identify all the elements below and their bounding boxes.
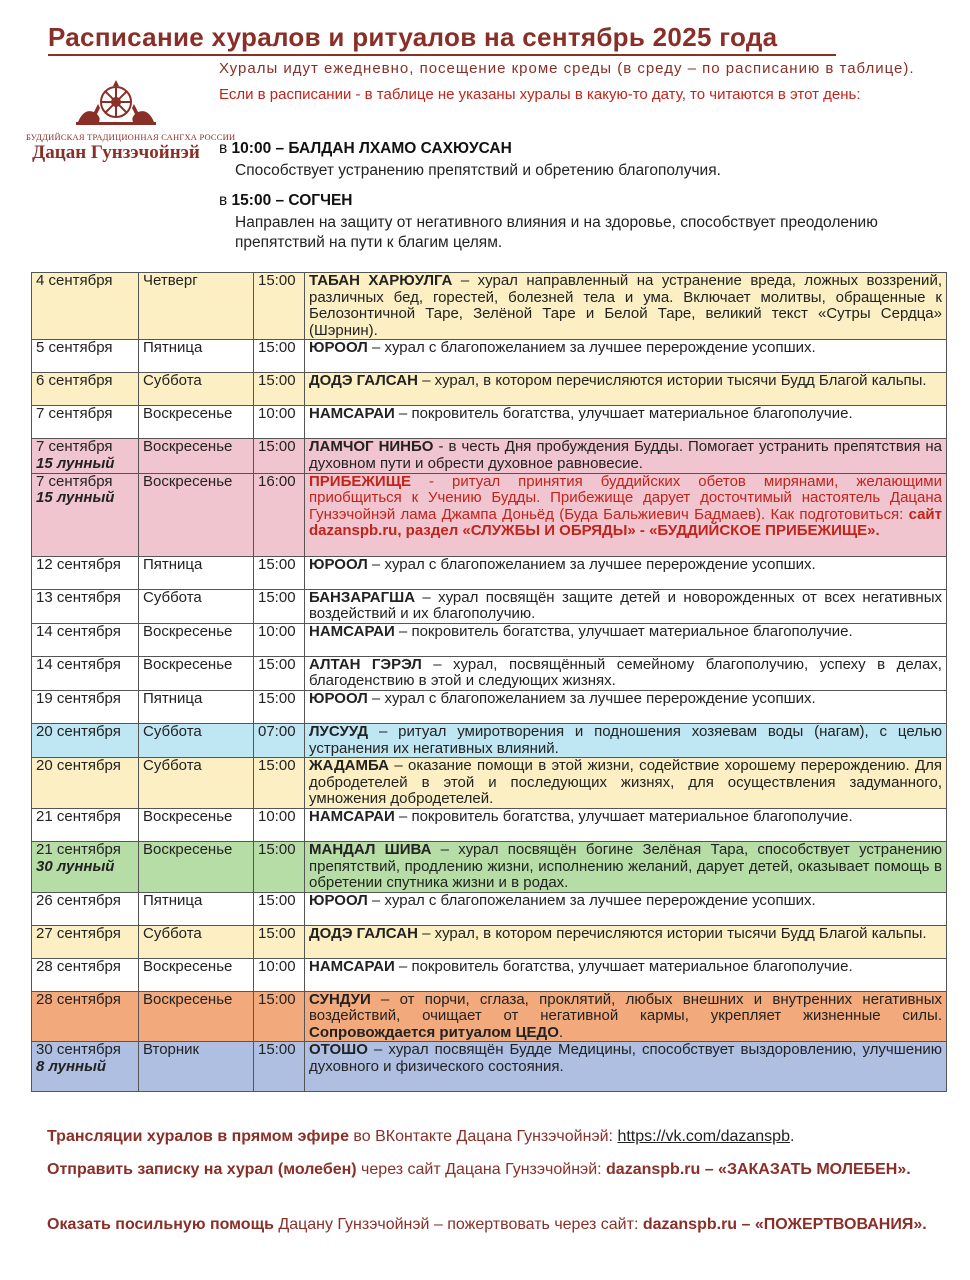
table-row bbox=[32, 623, 947, 656]
cell-weekday: Суббота bbox=[139, 758, 254, 809]
date-text: 21 сентября bbox=[36, 841, 121, 858]
date-text: 27 сентября bbox=[36, 925, 121, 942]
ritual-text: - в честь Дня пробуждения Будды. Помогает устранить препятствия на духовном пути и обрести духовное равновесие. bbox=[309, 438, 942, 472]
table-row bbox=[32, 758, 947, 809]
date-text: 6 сентября bbox=[36, 372, 113, 390]
footer-help-lead: Оказать посильную помощь bbox=[47, 1216, 274, 1233]
ritual-extra: Сопровождается ритуалом ЦЕДО bbox=[309, 1023, 559, 1041]
ritual-name: НАМСАРАИ bbox=[309, 808, 395, 825]
ritual-name: НАМСАРАИ bbox=[309, 405, 395, 423]
cell-weekday: Пятница bbox=[139, 556, 254, 589]
table-row bbox=[32, 439, 947, 473]
table-row bbox=[32, 925, 947, 958]
ritual-text: – хурал с благопожеланием за лучшее перерождение усопших. bbox=[367, 892, 816, 909]
footer-stream bbox=[47, 1125, 927, 1149]
table-row bbox=[32, 841, 947, 892]
cell-description bbox=[305, 623, 947, 656]
ritual-text: – хурал, посвящённый семейному благополучию, успеху в делах, благоденствию в этой и следующих жизнях. bbox=[309, 656, 942, 690]
ritual-name: ЖАДАМБА bbox=[309, 757, 390, 775]
table-row bbox=[32, 1042, 947, 1092]
ritual-name: ТАБАН ХАРЮУЛГА bbox=[309, 272, 453, 289]
lunar-day: 30 лунный bbox=[36, 857, 115, 875]
lunar-day: 15 лунный bbox=[36, 489, 115, 507]
cell-date bbox=[32, 690, 139, 723]
date-text: 7 сентября bbox=[36, 473, 113, 490]
cell-description bbox=[305, 1042, 947, 1092]
ritual-time-title: 15:00 – СОГЧЕН bbox=[231, 192, 353, 209]
footer-help bbox=[47, 1213, 927, 1237]
cell-description bbox=[305, 925, 947, 958]
cell-description bbox=[305, 656, 947, 690]
logo-subtitle: БУДДИЙСКАЯ ТРАДИЦИОННАЯ САНГХА РОССИИ bbox=[26, 132, 236, 142]
ritual-name: СУНДУИ bbox=[309, 991, 371, 1008]
cell-time: 10:00 bbox=[254, 623, 305, 656]
cell-weekday: Воскресенье bbox=[139, 991, 254, 1042]
ritual-name: МАНДАЛ ШИВА bbox=[309, 841, 432, 858]
ritual-name: ДОДЭ ГАЛСАН bbox=[309, 925, 418, 942]
ritual-text: – хурал посвящён защите детей и новорожденных от всех негативных воздействий и их благополучию. bbox=[309, 589, 942, 623]
cell-weekday: Воскресенье bbox=[139, 623, 254, 656]
cell-date bbox=[32, 841, 139, 892]
date-text: 4 сентября bbox=[36, 272, 113, 289]
cell-date bbox=[32, 723, 139, 757]
table-row bbox=[32, 808, 947, 841]
cell-description bbox=[305, 808, 947, 841]
cell-description bbox=[305, 406, 947, 439]
intro-default-note: Если в расписании - в таблице не указаны хуралы в какую-то дату, то читаются в этот день: bbox=[219, 86, 861, 103]
cell-weekday: Воскресенье bbox=[139, 841, 254, 892]
cell-time: 15:00 bbox=[254, 925, 305, 958]
ritual-text: – хурал посвящён Будде Медицины, способствует выздоровлению, улучшению духовного и физического состояния. bbox=[309, 1041, 942, 1076]
cell-time: 15:00 bbox=[254, 690, 305, 723]
ritual-text: – ритуал умиротворения и подношения хозяевам воды (нагам), с целью устранения их негативных влияний. bbox=[309, 723, 942, 757]
cell-weekday: Суббота bbox=[139, 373, 254, 406]
footer-help-text: Дацану Гунзэчойнэй – пожертвовать через сайт: bbox=[273, 1216, 643, 1233]
ritual-text: – хурал посвящён богине Зелёная Тара, способствует устранению препятствий, продлению жизни, исполнению желаний, дарует детей, оказывает помощь в обретении спутника жизни и в родах. bbox=[309, 841, 943, 892]
table-row bbox=[32, 589, 947, 623]
date-text: 19 сентября bbox=[36, 690, 121, 707]
cell-description bbox=[305, 589, 947, 623]
table-row bbox=[32, 473, 947, 556]
table-row bbox=[32, 406, 947, 439]
date-text: 26 сентября bbox=[36, 892, 121, 909]
cell-description bbox=[305, 556, 947, 589]
date-text: 14 сентября bbox=[36, 656, 121, 673]
ritual-text: - ритуал принятия буддийских обетов мирянами, желающими приобщиться к Учению Будды. Прибежище дарует досточтимый настоятель Дацана Гунзэчойнэй лама Джампа Доньёд (Буда Бальжиевич Бадмаев). Как подготовиться: bbox=[309, 473, 942, 523]
ritual-text: – покровитель богатства, улучшает материальное благополучие. bbox=[394, 958, 853, 975]
cell-time: 15:00 bbox=[254, 373, 305, 406]
ritual-prefix: в bbox=[219, 192, 232, 209]
cell-weekday: Воскресенье bbox=[139, 439, 254, 473]
footer-note-lead: Отправить записку на хурал (молебен) bbox=[47, 1161, 357, 1178]
cell-time: 15:00 bbox=[254, 656, 305, 690]
cell-description bbox=[305, 723, 947, 757]
cell-weekday: Пятница bbox=[139, 690, 254, 723]
cell-time: 15:00 bbox=[254, 556, 305, 589]
logo-name: Дацан Гунзэчойнэй bbox=[32, 142, 200, 163]
schedule-table bbox=[31, 272, 947, 1092]
cell-date bbox=[32, 439, 139, 473]
ritual-name: ПРИБЕЖИЩЕ bbox=[309, 473, 411, 490]
footer-stream-tail: . bbox=[789, 1128, 795, 1145]
ritual-name: ЛАМЧОГ НИНБО bbox=[309, 438, 434, 456]
table-row bbox=[32, 690, 947, 723]
ritual-text: – от порчи, сглаза, проклятий, любых внешних и внутренних негативных воздействий, очищает от негативной кармы, укрепляет жизненные силы. bbox=[309, 991, 942, 1025]
cell-date bbox=[32, 925, 139, 958]
cell-description bbox=[305, 892, 947, 925]
table-row bbox=[32, 656, 947, 690]
cell-description bbox=[305, 473, 947, 556]
ritual-text: – хурал с благопожеланием за лучшее перерождение усопших. bbox=[367, 556, 816, 573]
cell-time: 15:00 bbox=[254, 841, 305, 892]
date-text: 14 сентября bbox=[36, 623, 121, 640]
date-text: 30 сентября bbox=[36, 1041, 121, 1059]
cell-date bbox=[32, 623, 139, 656]
ritual-name: ЮРООЛ bbox=[309, 690, 368, 707]
table-row bbox=[32, 958, 947, 991]
ritual-description: Направлен на защиту от негативного влияния и на здоровье, способствует преодолению препятствий на пути к благим целям. bbox=[235, 214, 878, 251]
footer-note bbox=[47, 1158, 927, 1182]
cell-weekday: Четверг bbox=[139, 273, 254, 340]
title-underline bbox=[48, 54, 836, 56]
cell-time: 15:00 bbox=[254, 1042, 305, 1092]
cell-time: 15:00 bbox=[254, 340, 305, 373]
cell-weekday: Воскресенье bbox=[139, 656, 254, 690]
cell-description bbox=[305, 439, 947, 473]
cell-weekday: Вторник bbox=[139, 1042, 254, 1092]
cell-date bbox=[32, 473, 139, 556]
footer-stream-lead: Трансляции хуралов в прямом эфире bbox=[47, 1128, 349, 1145]
ritual-text: – хурал, в котором перечисляются истории тысячи Будд Благой кальпы. bbox=[417, 372, 927, 390]
cell-time: 07:00 bbox=[254, 723, 305, 757]
cell-date bbox=[32, 808, 139, 841]
table-row bbox=[32, 373, 947, 406]
cell-date bbox=[32, 958, 139, 991]
page-title: Расписание хуралов и ритуалов на сентябрь 2025 года bbox=[48, 22, 778, 52]
cell-time: 10:00 bbox=[254, 808, 305, 841]
table-row bbox=[32, 273, 947, 340]
cell-description bbox=[305, 841, 947, 892]
table-row bbox=[32, 991, 947, 1042]
cell-weekday: Пятница bbox=[139, 340, 254, 373]
cell-weekday: Суббота bbox=[139, 925, 254, 958]
ritual-description: Способствует устранению препятствий и обретению благополучия. bbox=[235, 162, 721, 179]
date-text: 28 сентября bbox=[36, 958, 121, 975]
cell-time: 10:00 bbox=[254, 406, 305, 439]
table-row bbox=[32, 340, 947, 373]
date-text: 7 сентября bbox=[36, 438, 113, 456]
ritual-text: – хурал с благопожеланием за лучшее перерождение усопших. bbox=[367, 690, 816, 707]
cell-date bbox=[32, 892, 139, 925]
daily-ritual-morning bbox=[219, 139, 969, 181]
date-text: 13 сентября bbox=[36, 589, 121, 606]
date-text: 12 сентября bbox=[36, 556, 121, 573]
cell-description bbox=[305, 758, 947, 809]
ritual-name: БАНЗАРАГША bbox=[309, 589, 416, 606]
cell-weekday: Суббота bbox=[139, 723, 254, 757]
cell-weekday: Воскресенье bbox=[139, 406, 254, 439]
footer-note-text: через сайт Дацана Гунзэчойнэй: bbox=[356, 1161, 607, 1178]
vk-link[interactable]: https://vk.com/dazanspb bbox=[617, 1128, 790, 1145]
cell-date bbox=[32, 556, 139, 589]
ritual-name: НАМСАРАИ bbox=[309, 958, 395, 975]
cell-weekday: Воскресенье bbox=[139, 808, 254, 841]
cell-time: 15:00 bbox=[254, 892, 305, 925]
cell-weekday: Воскресенье bbox=[139, 958, 254, 991]
ritual-name: ОТОШО bbox=[309, 1041, 368, 1059]
cell-date bbox=[32, 991, 139, 1042]
ritual-name: НАМСАРАИ bbox=[309, 623, 395, 640]
ritual-name: ЮРООЛ bbox=[309, 556, 368, 573]
cell-date bbox=[32, 589, 139, 623]
cell-time: 16:00 bbox=[254, 473, 305, 556]
cell-weekday: Воскресенье bbox=[139, 473, 254, 556]
cell-time: 10:00 bbox=[254, 958, 305, 991]
cell-date bbox=[32, 758, 139, 809]
cell-time: 15:00 bbox=[254, 273, 305, 340]
table-row bbox=[32, 723, 947, 757]
cell-time: 15:00 bbox=[254, 439, 305, 473]
cell-date bbox=[32, 273, 139, 340]
refuge-site-link[interactable]: сайт dazanspb.ru, раздел «СЛУЖБЫ И ОБРЯДЫ» - «БУДДИЙСКОЕ ПРИБЕЖИЩЕ». bbox=[309, 505, 942, 540]
cell-date bbox=[32, 656, 139, 690]
ritual-name: ЛУСУУД bbox=[309, 723, 369, 740]
ritual-tail: . bbox=[558, 1023, 564, 1041]
cell-time: 15:00 bbox=[254, 758, 305, 809]
lunar-day: 8 лунный bbox=[36, 1058, 107, 1076]
table-row bbox=[32, 892, 947, 925]
date-text: 28 сентября bbox=[36, 991, 121, 1008]
cell-description bbox=[305, 991, 947, 1042]
cell-date bbox=[32, 340, 139, 373]
ritual-text: – хурал, в котором перечисляются истории тысячи Будд Благой кальпы. bbox=[417, 925, 927, 942]
cell-description bbox=[305, 690, 947, 723]
ritual-text: – оказание помощи в этой жизни, содействие хорошему перерождению. Для добродетелей в этой и последующих жизнях, для осуществления задуманного, умножения добродетелей. bbox=[309, 757, 942, 808]
daily-ritual-afternoon bbox=[219, 191, 969, 253]
date-text: 21 сентября bbox=[36, 808, 121, 825]
ritual-text: – хурал направленный на устранение вреда, ложных воззрений, различных бед, горестей, болезней тела и ума. Включает молитвы, обращенные к Белозонтичной Таре, Зелёной Таре и Белой Таре, великий текст «Сутры Сердца» (Шэрнин). bbox=[309, 272, 942, 339]
ritual-name: ЮРООЛ bbox=[309, 339, 368, 357]
ritual-text: – хурал с благопожеланием за лучшее перерождение усопших. bbox=[367, 339, 816, 357]
cell-description bbox=[305, 340, 947, 373]
cell-description bbox=[305, 958, 947, 991]
footer-help-site: dazanspb.ru – «ПОЖЕРТВОВАНИЯ». bbox=[642, 1216, 927, 1233]
cell-description bbox=[305, 373, 947, 406]
cell-time: 15:00 bbox=[254, 991, 305, 1042]
ritual-name: ЮРООЛ bbox=[309, 892, 368, 909]
cell-date bbox=[32, 406, 139, 439]
ritual-name: ДОДЭ ГАЛСАН bbox=[309, 372, 418, 390]
date-text: 7 сентября bbox=[36, 405, 113, 423]
cell-date bbox=[32, 1042, 139, 1092]
intro-block bbox=[219, 59, 969, 105]
ritual-time-title: 10:00 – БАЛДАН ЛХАМО САХЮУСАН bbox=[231, 140, 512, 157]
cell-weekday: Пятница bbox=[139, 892, 254, 925]
date-text: 20 сентября bbox=[36, 757, 121, 775]
date-text: 5 сентября bbox=[36, 339, 113, 357]
dharma-wheel-with-deer-icon bbox=[56, 78, 176, 130]
footer-note-site: dazanspb.ru – «ЗАКАЗАТЬ МОЛЕБЕН». bbox=[606, 1161, 911, 1178]
date-text: 20 сентября bbox=[36, 723, 121, 740]
ritual-text: – покровитель богатства, улучшает материальное благополучие. bbox=[394, 623, 853, 640]
intro-daily-note: Хуралы идут ежедневно, посещение кроме среды (в среду – по расписанию в таблице). bbox=[219, 60, 915, 77]
cell-weekday: Суббота bbox=[139, 589, 254, 623]
ritual-prefix: в bbox=[219, 140, 232, 157]
table-row bbox=[32, 556, 947, 589]
datsan-logo bbox=[26, 78, 236, 164]
ritual-name: АЛТАН ГЭРЭЛ bbox=[309, 656, 422, 673]
ritual-text: – покровитель богатства, улучшает материальное благополучие. bbox=[394, 808, 853, 825]
cell-time: 15:00 bbox=[254, 589, 305, 623]
footer-stream-text: во ВКонтакте Дацана Гунзэчойнэй: bbox=[348, 1128, 618, 1145]
cell-date bbox=[32, 373, 139, 406]
ritual-text: – покровитель богатства, улучшает материальное благополучие. bbox=[394, 405, 853, 423]
lunar-day: 15 лунный bbox=[36, 454, 115, 472]
cell-description bbox=[305, 273, 947, 340]
